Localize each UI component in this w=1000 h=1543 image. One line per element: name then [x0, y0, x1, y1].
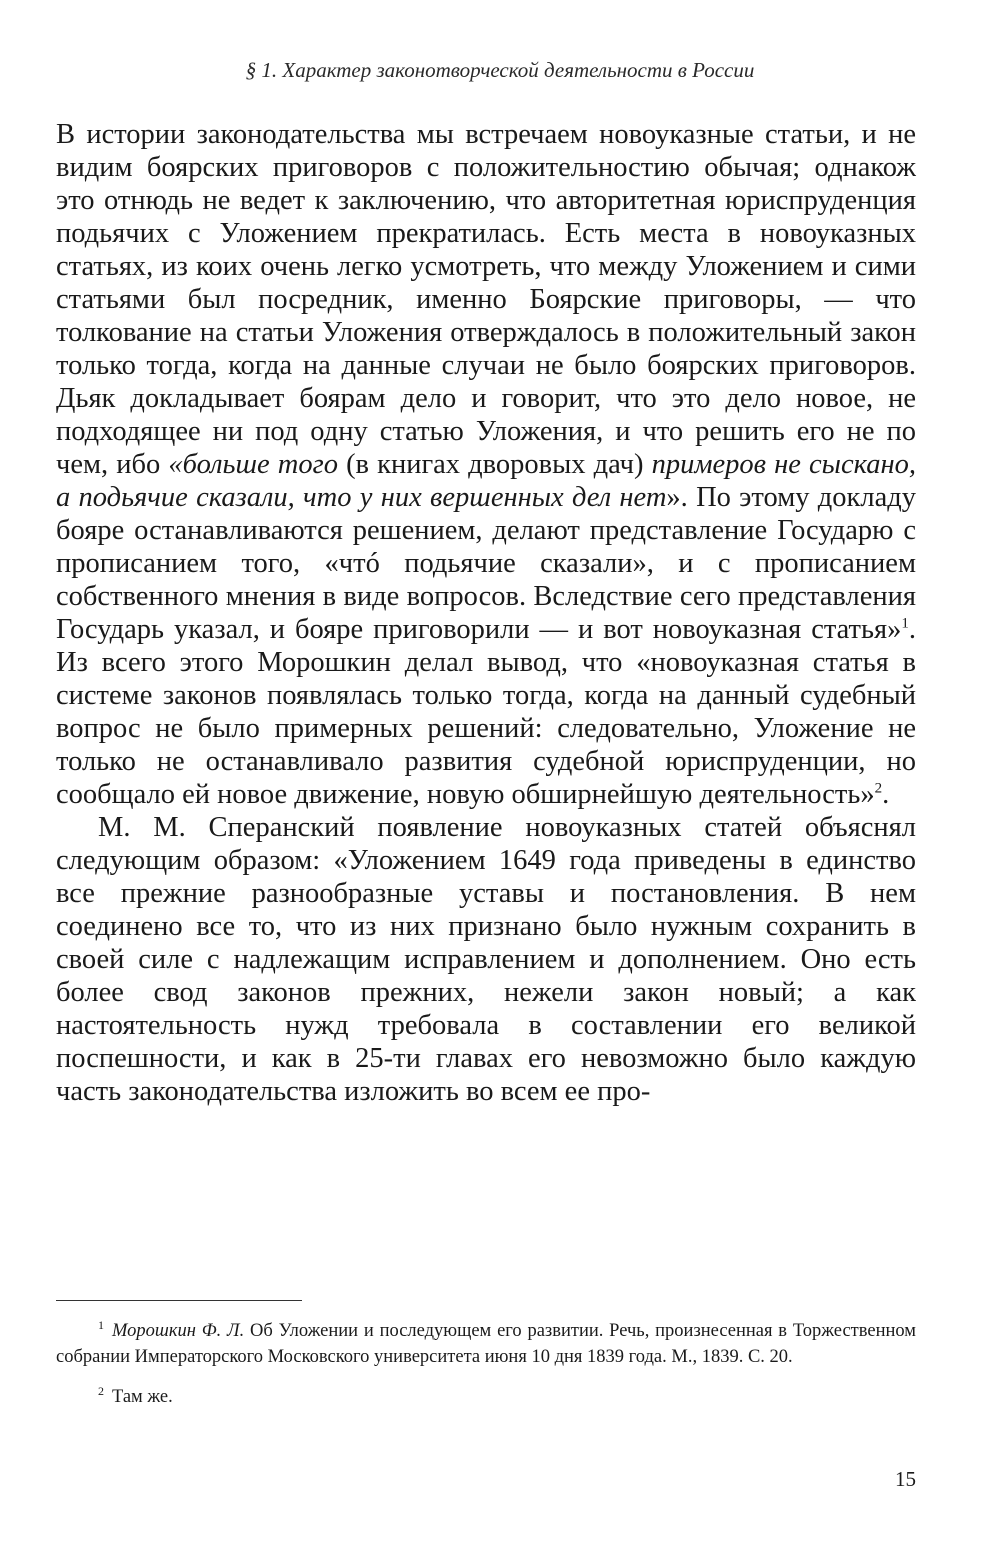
- footnote-2-number: 2: [98, 1383, 104, 1398]
- footnotes: [56, 1318, 916, 1424]
- footnote-1-number: 1: [98, 1317, 104, 1332]
- running-head: § 1. Характер законотворческой деятельности в России: [245, 58, 755, 82]
- p1-text-g: .: [882, 779, 890, 810]
- footnote-1: [56, 1318, 916, 1370]
- footnote-ref-2[interactable]: 2: [874, 780, 883, 797]
- footnote-1-text: Об Уложении и последующем его развитии. Речь, произнесенная в Торжественном собрании Императорского Московского университета июня 10 дня 1839 года. М., 1839. С. 20.: [56, 1321, 916, 1367]
- p1-text-c: (в книгах дворовых дач): [337, 449, 652, 480]
- page-number: 15: [895, 1467, 916, 1491]
- p1-italic-quote-b: примеров не сыскано, а подьячие сказали, что у них вершенных дел нет: [56, 449, 916, 513]
- footnote-2-text: Там же.: [112, 1387, 173, 1407]
- footnote-ref-1[interactable]: 1: [901, 615, 909, 632]
- footnote-divider: [56, 1300, 302, 1301]
- footnote-2: [56, 1384, 916, 1410]
- p1-text-e: ». По этому докладу бояре останавливаются решением, делают представление Государю с прописанием того, «чтó подьячие сказали», и с прописанием собственного мнения в виде вопросов. Вследствие сего представления Государь указал, и бояре приговорили — и вот новоуказная статья»: [56, 482, 916, 645]
- p1-text-a: В истории законодательства мы встречаем новоуказные статьи, и не видим боярских приговоров с положительностию обычая; однакож это отнюдь не ведет к заключению, что авторитетная юриспруденция подьячих с Уложением прекратилась. Есть места в новоуказных статьях, из коих очень легко усмотреть, что между Уложением и сими статьями был посредник, именно Боярские приговоры, — что толкование на статьи Уложения отверждалось в положительный закон только тогда, когда на данные случаи не было боярских приговоров. Дьяк докладывает боярам дело и говорит, что это дело новое, не подходящее ни под одну статью Уложения, и что решить его не по чем, ибо: [56, 119, 916, 480]
- p1-text-f: . Из всего этого Морошкин делал вывод, что «новоуказная статья в системе законов появлялась только тогда, когда на данный судебный вопрос не было примерных решений: следовательно, Уложение не только не останавливало развития судебной юриспруденции, но сообщало ей новое движение, новую обширнейшую деятельность»: [56, 614, 916, 810]
- paragraph-2: М. М. Сперанский появление новоуказных статей объяснял следующим образом: «Уложением 1649 года приведены в единство все прежние разнообразные уставы и постановления. В нем соединено все то, что из них признано было нужным сохранить в своей силе с надлежащим исправлением и дополнением. Оно есть более свод законов прежних, нежели закон новый; а как настоятельность нужд требовала в составлении его великой поспешности, и как в 25-ти главах его невозможно было каждую часть законодательства изложить во всем ее про-: [56, 812, 916, 1107]
- paragraph-1: [56, 118, 916, 811]
- body-text: [56, 118, 916, 1108]
- footnote-1-author: Морошкин Ф. Л.: [112, 1321, 245, 1341]
- p1-italic-quote-a: «больше того: [168, 449, 338, 480]
